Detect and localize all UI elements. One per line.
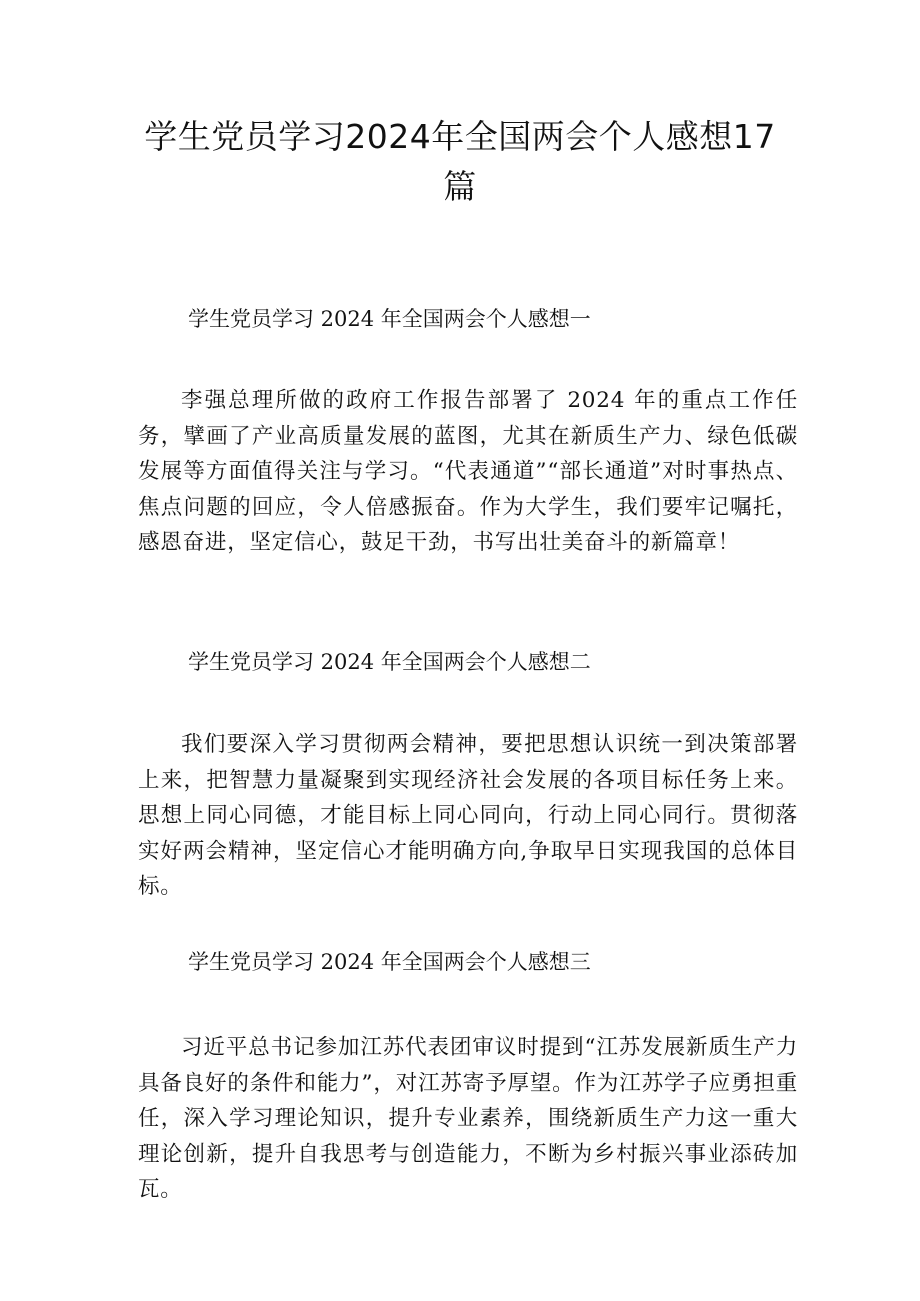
document-title: 学生党员学习2024年全国两会个人感想17篇 xyxy=(144,117,776,206)
section-paragraph-3: 习近平总书记参加江苏代表团审议时提到“江苏发展新质生产力具备良好的条件和能力”，对江苏寄予厚望。作为江苏学子应勇担重任，深入学习理论知识，提升专业素养，围绕新质生产力这一重大理论创新，提升自我思考与创造能力，不断为乡村振兴事业添砖加瓦。 xyxy=(138,1035,798,1202)
section-heading-2: 学生党员学习 2024 年全国两会个人感想二 xyxy=(188,650,591,674)
section-heading-3: 学生党员学习 2024 年全国两会个人感想三 xyxy=(188,950,591,974)
section-heading-1: 学生党员学习 2024 年全国两会个人感想一 xyxy=(188,307,591,331)
section-paragraph-2: 我们要深入学习贯彻两会精神，要把思想认识统一到决策部署上来，把智慧力量凝聚到实现经济社会发展的各项目标任务上来。思想上同心同德，才能目标上同心同向，行动上同心同行。贯彻落实好两会精神，坚定信心才能明确方向,争取早日实现我国的总体目标。 xyxy=(138,732,798,899)
section-paragraph-1: 李强总理所做的政府工作报告部署了 2024 年的重点工作任务，擘画了产业高质量发展的蓝图，尤其在新质生产力、绿色低碳发展等方面值得关注与学习。“代表通道”“部长通道”对时事热点、焦点问题的回应，令人倍感振奋。作为大学生，我们要牢记嘱托，感恩奋进，坚定信心，鼓足干劲，书写出壮美奋斗的新篇章！ xyxy=(138,388,798,555)
